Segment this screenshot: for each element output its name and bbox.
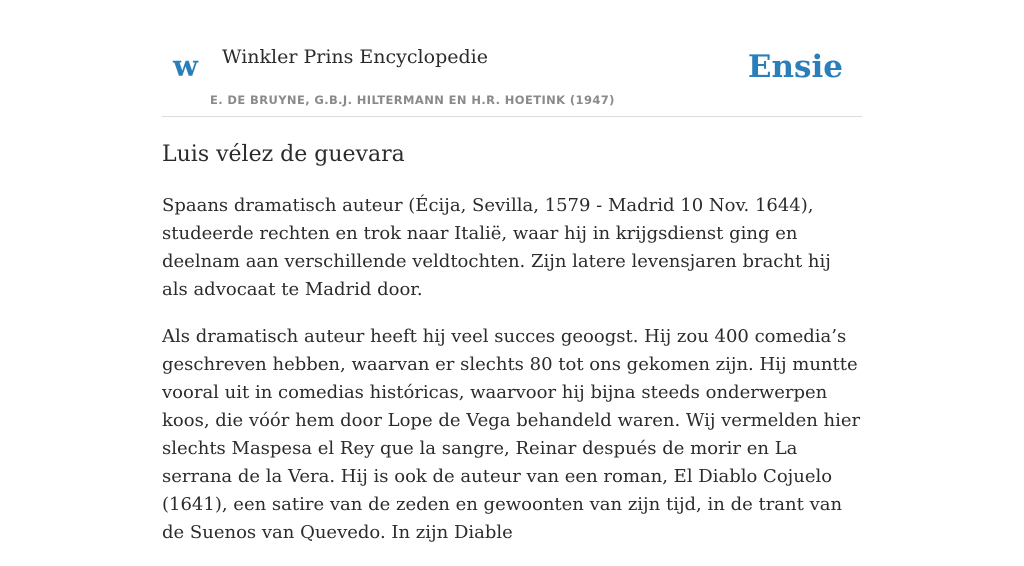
article-paragraph: Als dramatisch auteur heeft hij veel succes geoogst. Hij zou 400 comedia’s geschreven hebben, waarvan er slechts 80 tot ons gekomen zijn. Hij muntte vooral uit in comedias históricas, waarvoor hij bijna steeds onderwerpen koos, die vóór hem door Lope de Vega behandeld waren. Wij vermelden hier slechts Maspesa el Rey que la sangre, Reinar después de morir en La serrana de la Vera. Hij is ook de auteur van een roman, El Diablo Cojuelo (1641), een satire van de zeden en gewoonten van zijn tijd, in de trant van de Suenos van Quevedo. In zijn Diable (162, 326, 861, 543)
article-paragraph: Spaans dramatisch auteur (Écija, Sevilla, 1579 - Madrid 10 Nov. 1644), studeerde rechten en trok naar Italië, waar hij in krijgsdienst ging en deelnam aan verschillende veldtochten. Zijn latere levensjaren bracht hij als advocaat te Madrid door. (162, 195, 831, 300)
article-title: Luis vélez de guevara (162, 142, 405, 167)
article (162, 140, 862, 566)
winkler-prins-logo[interactable]: w (173, 49, 198, 83)
article-body (162, 192, 862, 547)
publication-title[interactable]: Winkler Prins Encyclopedie (222, 46, 488, 68)
publication-authors: E. DE BRUYNE, G.B.J. HILTERMANN EN H.R. HOETINK (1947) (210, 93, 615, 107)
ensie-logo[interactable]: Ensie (747, 49, 843, 85)
site-header (162, 0, 862, 117)
